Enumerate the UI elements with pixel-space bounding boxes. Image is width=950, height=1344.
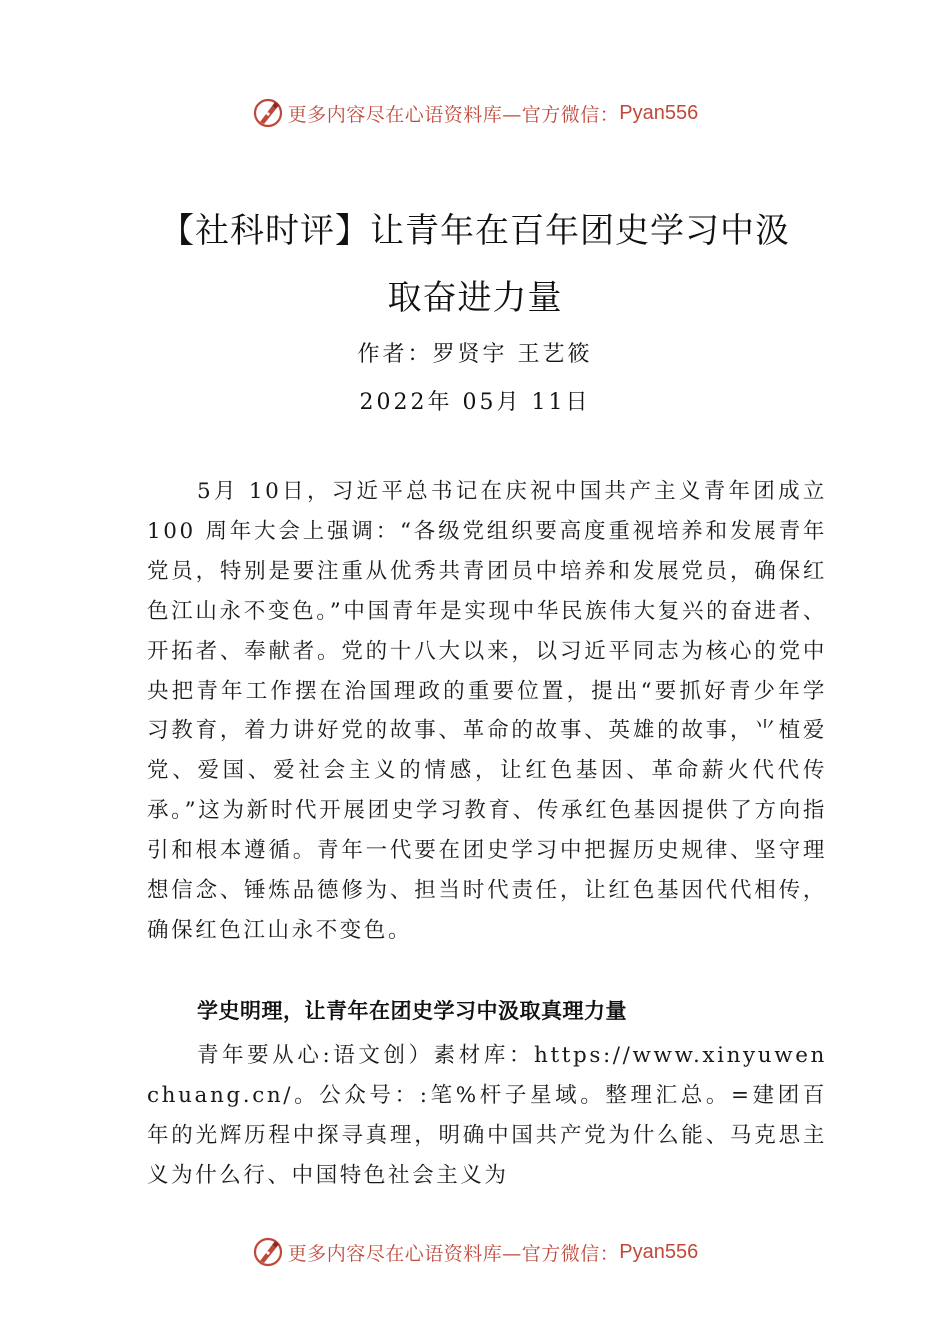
article-title-line1: 【社科时评】让青年在百年团史学习中汲 bbox=[160, 211, 790, 251]
pen-nib-circle-icon bbox=[252, 97, 284, 129]
header-banner bbox=[0, 93, 950, 133]
section-heading-1: 学史明理，让青年在团史学习中汲取真理力量 bbox=[197, 999, 627, 1023]
article-title-line2: 取奋进力量 bbox=[387, 278, 563, 318]
wechat-id: Pyan556 bbox=[619, 1240, 699, 1263]
pen-nib-circle-icon bbox=[252, 1236, 284, 1268]
banner-text: 更多内容尽在心语资料库—官方微信： bbox=[287, 1242, 620, 1265]
footer-banner bbox=[0, 1232, 950, 1272]
article-date: 2022年 05月 11日 bbox=[359, 390, 591, 415]
wechat-id: Pyan556 bbox=[619, 101, 699, 124]
banner-text: 更多内容尽在心语资料库—官方微信： bbox=[287, 103, 620, 126]
paragraph-1: 5月 10日，习近平总书记在庆祝中国共产主义青年团成立 100 周年大会上强调：“各级党组织要高度重视培养和发展青年党员，特别是要注重从优秀共青团员中培养和发展党员，确保红色江山永不变色。”中国青年是实现中华民族伟大复兴的奋进者、开拓者、奉献者。党的十八大以来，以习近平同志为核心的党中央把青年工作摆在治国理政的重要位置，提出“要抓好青少年学习教育，着力讲好党的故事、革命的故事、英雄的故事，⺌植爱党、爱国、爱社会主义的情感，让红色基因、革命薪火代代传承。”这为新时代开展团史学习教育、传承红色基因提供了方向指引和根本遵循。青年一代要在团史学习中把握历史规律、坚守理想信念、锤炼品德修为、担当时代责任，让红色基因代代相传，确保红色江山永不变色。 bbox=[147, 479, 827, 943]
paragraph-2: 青年要从心:语文创）素材库：https://www.xinyuwenchuang.cn/。公众号：:笔%杆子星域。整理汇总。=建团百年的光辉历程中探寻真理，明确中国共产党为什么能、马克思主义为什么行、中国特色社会主义为 bbox=[147, 1043, 827, 1188]
article-author: 作者：罗贤宇 王艺筱 bbox=[357, 342, 593, 367]
